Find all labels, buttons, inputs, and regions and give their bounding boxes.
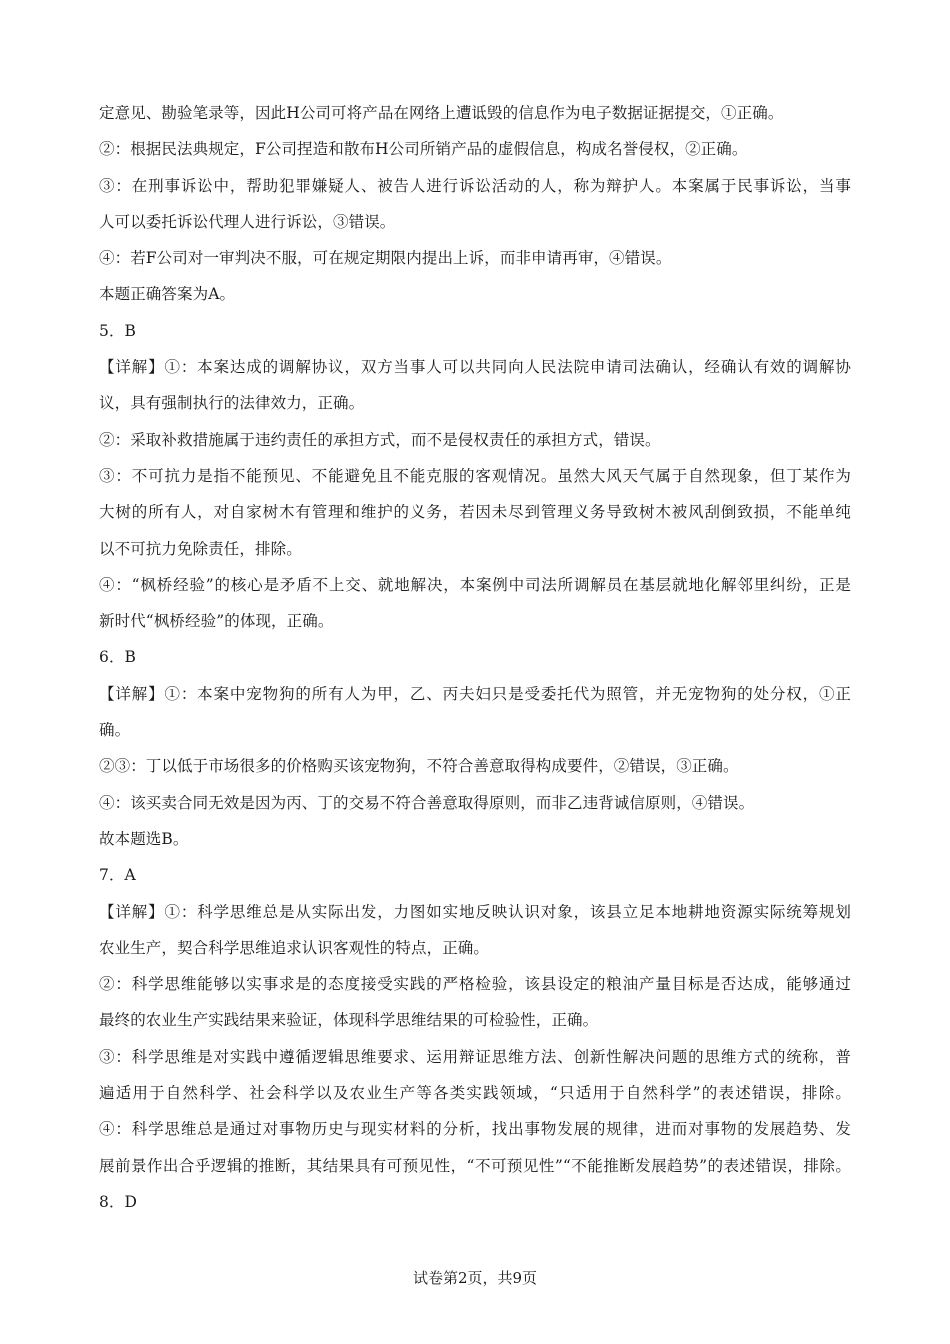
text-line-3: ③：在刑事诉讼中，帮助犯罪嫌疑人、被告人进行诉讼活动的人，称为辩护人。本案属于民事诉讼，当事: [99, 176, 851, 195]
text-line-17: 【详解】①：本案中宠物狗的所有人为甲，乙、丙夫妇只是受委托代为照管，并无宠物狗的处分权，①正: [99, 684, 851, 703]
text-line-13: 以不可抗力免除责任，排除。: [99, 539, 302, 558]
text-line-14: ④：“枫桥经验”的核心是矛盾不上交、就地解决，本案例中司法所调解员在基层就地化解邻里纠纷，正是: [99, 575, 851, 594]
answer-line-4: 本题正确答案为A。: [99, 285, 236, 304]
page-footer: 试卷第2页，共9页: [412, 1269, 538, 1287]
answer-line-6: 故本题选B。: [99, 829, 189, 848]
text-line-10: ②：采取补救措施属于违约责任的承担方式，而不是侵权责任的承担方式，错误。: [99, 430, 661, 449]
text-line-2: ②：根据民法典规定，F公司捏造和散布H公司所销产品的虚假信息，构成名誉侵权，②正确。: [99, 140, 748, 159]
question-heading-7: 7．A: [99, 866, 136, 885]
question-heading-8: 8．D: [99, 1192, 138, 1211]
text-line-11: ③：不可抗力是指不能预见、不能避免且不能克服的客观情况。虽然大风天气属于自然现象，但丁某作为: [99, 466, 851, 485]
text-line-28: 遍适用于自然科学、社会科学以及农业生产等各类实践领域，“只适用于自然科学”的表述错误，排除。: [99, 1084, 851, 1103]
question-heading-6: 6．B: [99, 648, 137, 667]
text-line-1: 定意见、勘验笔录等，因此H公司可将产品在网络上遭诋毁的信息作为电子数据证据提交，①正确。: [99, 104, 784, 122]
text-line-26: 最终的农业生产实践结果来验证，体现科学思维结果的可检验性，正确。: [99, 1011, 599, 1030]
text-line-27: ③：科学思维是对实践中遵循逻辑思维要求、运用辩证思维方法、创新性解决问题的思维方式的统称，普: [99, 1047, 851, 1066]
page-content: [99, 95, 851, 1220]
text-line-20: ④：该买卖合同无效是因为丙、丁的交易不符合善意取得原则，而非乙违背诚信原则，④错误。: [99, 793, 755, 812]
question-heading-5: 5．B: [99, 321, 137, 340]
text-line-19: ②③：丁以低于市场很多的价格购买该宠物狗，不符合善意取得构成要件，②错误，③正确。: [99, 757, 739, 776]
text-line-24: 农业生产，契合科学思维追求认识客观性的特点，正确。: [99, 938, 490, 957]
text-line-15: 新时代“枫桥经验”的体现，正确。: [99, 612, 334, 631]
text-line-9: 议，具有强制执行的法律效力，正确。: [99, 394, 365, 413]
text-line-12: 大树的所有人，对自家树木有管理和维护的义务，若因未尽到管理义务导致树木被风刮倒致损，不能单纯: [99, 503, 851, 522]
text-line-23: 【详解】①：科学思维总是从实际出发，力图如实地反映认识对象，该县立足本地耕地资源实际统筹规划: [99, 902, 851, 921]
text-line-4: 人可以委托诉讼代理人进行诉讼，③错误。: [99, 212, 396, 231]
text-line-8: 【详解】①：本案达成的调解协议，双方当事人可以共同向人民法院申请司法确认，经确认有效的调解协: [99, 358, 851, 377]
text-line-29: ④：科学思维总是通过对事物历史与现实材料的分析，找出事物发展的规律，进而对事物的发展趋势、发: [99, 1120, 851, 1139]
text-line-25: ②：科学思维能够以实事求是的态度接受实践的严格检验，该县设定的粮油产量目标是否达成，能够通过: [99, 975, 851, 994]
text-line-5: ④：若F公司对一审判决不服，可在规定期限内提出上诉，而非申请再审，④错误。: [99, 249, 672, 268]
text-line-30: 展前景作出合乎逻辑的推断，其结果具有可预见性，“不可预见性”“不能推断发展趋势”的表述错误，排除。: [99, 1156, 851, 1175]
text-line-18: 确。: [99, 721, 131, 740]
